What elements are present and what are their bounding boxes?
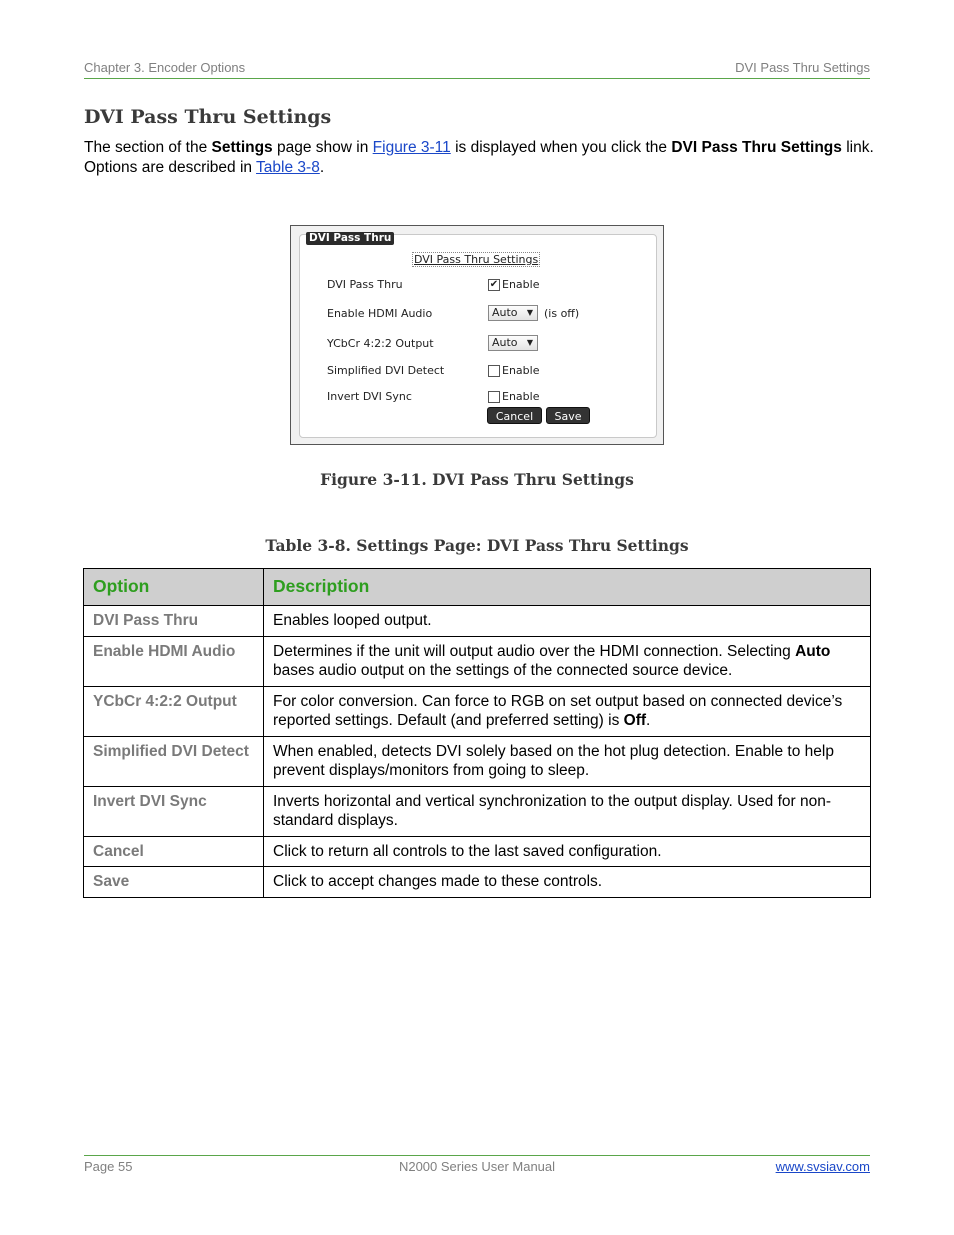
options-table	[83, 568, 871, 898]
save-button[interactable]: Save	[546, 407, 590, 424]
table-row	[84, 867, 871, 898]
description-text: Click to accept changes made to these controls.	[273, 873, 603, 890]
table-row	[84, 636, 871, 686]
description-cell	[264, 736, 871, 786]
dvi-pass-thru-checkbox[interactable]: ✔	[489, 278, 499, 290]
checkbox-label: Enable	[502, 364, 540, 377]
intro-text: link. Options are described in	[84, 139, 874, 176]
description-text: Determines if the unit will output audio over the HDMI connection. Selecting	[273, 642, 796, 660]
hdmi-audio-select[interactable]	[488, 305, 538, 321]
table-caption: Table 3-8. Settings Page: DVI Pass Thru Settings	[265, 536, 689, 555]
table-header-row	[84, 569, 871, 606]
chevron-down-icon: ▼	[526, 308, 533, 317]
description-cell	[264, 636, 871, 686]
option-cell: Invert DVI Sync	[84, 786, 264, 836]
hdmi-audio-status: (is off)	[544, 306, 580, 320]
option-cell: Save	[84, 867, 264, 898]
option-cell: YCbCr 4:2:2 Output	[84, 686, 264, 736]
option-cell: DVI Pass Thru	[84, 606, 264, 637]
checkbox-label: Enable	[502, 278, 540, 291]
chevron-down-icon: ▼	[526, 338, 533, 347]
intro-text: is displayed when you click the	[450, 139, 672, 156]
description-text: bases audio output on the settings of the connected source device.	[273, 662, 733, 679]
website-link[interactable]: www.svsiav.com	[775, 1159, 870, 1174]
label-ycbcr-output: YCbCr 4:2:2 Output	[327, 337, 434, 350]
checkbox-label: Enable	[502, 390, 540, 403]
simplified-dvi-checkbox[interactable]	[488, 365, 500, 377]
settings-screenshot	[290, 225, 664, 445]
option-cell: Enable HDMI Audio	[84, 636, 264, 686]
description-text: When enabled, detects DVI solely based on the hot plug detection. Enable to help prevent displays/monitors from going to sleep.	[273, 742, 834, 779]
label-dvi-pass-thru: DVI Pass Thru	[327, 278, 403, 291]
figure-caption: Figure 3-11. DVI Pass Thru Settings	[320, 470, 634, 489]
ycbcr-select[interactable]	[488, 335, 538, 351]
settings-title-link[interactable]: DVI Pass Thru Settings	[414, 253, 539, 266]
hdmi-audio-control	[488, 305, 579, 321]
table-row	[84, 836, 871, 867]
cancel-button[interactable]: Cancel	[487, 407, 542, 424]
table-row	[84, 686, 871, 736]
description-cell	[264, 836, 871, 867]
invert-dvi-sync-checkbox[interactable]	[488, 391, 500, 403]
table-row	[84, 606, 871, 637]
description-cell	[264, 606, 871, 637]
table-link[interactable]: Table 3-8	[256, 159, 320, 176]
description-bold: Auto	[795, 642, 831, 660]
description-bold: Off	[623, 712, 647, 729]
dvi-pass-thru-control	[488, 278, 539, 291]
header-description: Description	[264, 569, 871, 606]
header-section: DVI Pass Thru Settings	[735, 60, 870, 75]
description-text: Enables looped output.	[273, 612, 432, 629]
invert-dvi-sync-control	[488, 390, 539, 403]
settings-panel	[299, 234, 657, 438]
intro-bold: DVI Pass Thru Settings	[671, 139, 842, 156]
simplified-dvi-control	[488, 364, 539, 377]
description-text: For color conversion. Can force to RGB on set output based on connected device’s reported settings. Default (and preferred setting) is	[273, 692, 843, 729]
description-text: .	[646, 712, 651, 729]
section-title: DVI Pass Thru Settings	[84, 106, 332, 128]
manual-title: N2000 Series User Manual	[398, 1159, 556, 1174]
intro-bold: Settings	[211, 139, 273, 156]
option-cell: Simplified DVI Detect	[84, 736, 264, 786]
description-text: Inverts horizontal and vertical synchronization to the output display. Used for non-standard displays.	[273, 792, 832, 829]
table-row	[84, 786, 871, 836]
figure-link[interactable]: Figure 3-11	[372, 139, 451, 156]
label-enable-hdmi-audio: Enable HDMI Audio	[327, 307, 433, 320]
select-value: Auto	[492, 336, 518, 349]
page-footer	[84, 1155, 870, 1174]
page-number: Page 55	[84, 1159, 133, 1174]
page-header	[84, 58, 870, 79]
label-simplified-dvi-detect: Simplified DVI Detect	[327, 364, 445, 377]
intro-text: page show in	[272, 139, 373, 156]
intro-paragraph	[84, 138, 874, 178]
header-chapter: Chapter 3. Encoder Options	[84, 60, 246, 75]
label-invert-dvi-sync: Invert DVI Sync	[327, 390, 412, 403]
ycbcr-control	[488, 335, 538, 351]
intro-text: The section of the	[84, 139, 212, 156]
intro-text: .	[319, 159, 325, 176]
select-value: Auto	[492, 306, 518, 319]
description-text: Click to return all controls to the last saved configuration.	[273, 842, 662, 860]
option-cell: Cancel	[84, 836, 264, 867]
table-row	[84, 736, 871, 786]
description-cell	[264, 786, 871, 836]
description-cell	[264, 686, 871, 736]
header-option: Option	[84, 569, 264, 606]
panel-legend: DVI Pass Thru	[306, 232, 394, 245]
description-cell	[264, 867, 871, 898]
